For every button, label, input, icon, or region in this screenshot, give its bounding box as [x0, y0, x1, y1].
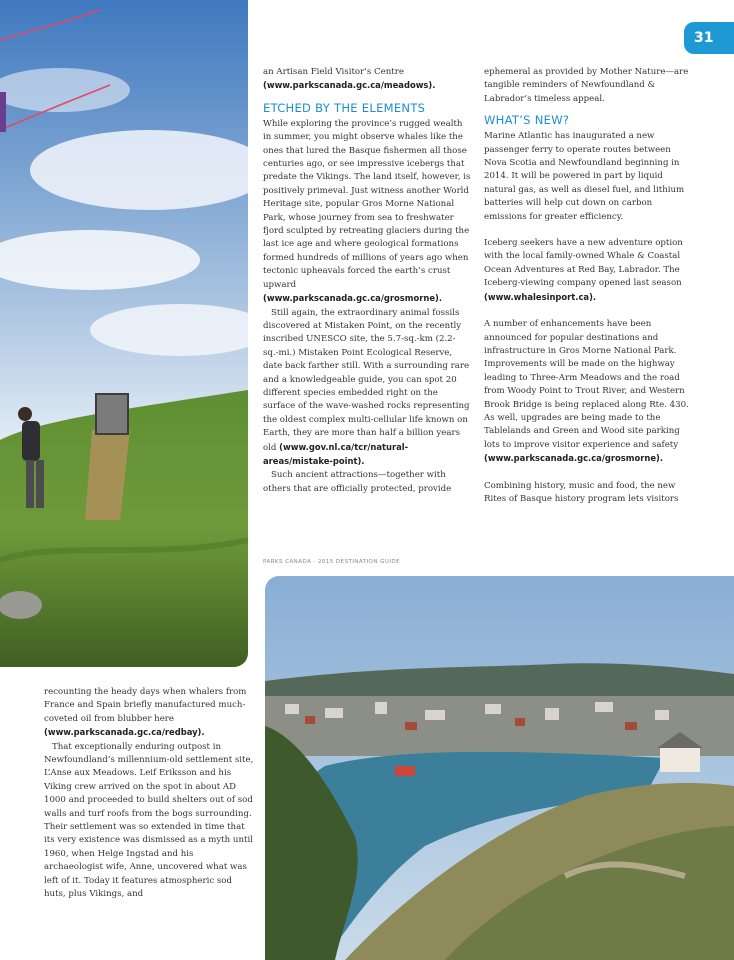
paragraph: Combining history, music and food, the new Rites of Basque history program lets visitors: [484, 480, 679, 504]
parks-link[interactable]: (www.parkscanada.gc.ca/meadows).: [263, 80, 436, 91]
photo-harbour-city: [265, 576, 734, 960]
paragraph: recounting the heady days when whalers from France and Spain briefly manufactured much-coveted oil from blubber here (www.parkscanada.gc.ca/redbay).: [44, 687, 247, 738]
photo-hikers-on-hill: [0, 0, 248, 667]
grosmorne-link[interactable]: (www.parkscanada.gc.ca/grosmorne).: [263, 293, 443, 304]
article-column-1: [263, 66, 471, 496]
paragraph: an Artisan Field Visitor’s Centre (www.parkscanada.gc.ca/meadows).: [263, 67, 436, 91]
whales-link[interactable]: (www.whalesinport.ca).: [484, 291, 597, 302]
paragraph: That exceptionally enduring outpost in Newfoundland’s millennium-old settlement site, L’Anse aux Meadows. Leif Eriksson and his Viking crew arrived on the spot in about AD 1000 and proceeded to build shelters out of sod walls and turf roofs from the bogs surrounding. Their settlement was so extended in time that its very existence was dismissed as a myth until 1960, when Helge Ingstad and his archaeologist wife, Anne, uncovered what was left of it. Today it features atmospheric sod huts, plus Vikings, and: [44, 741, 254, 900]
section-heading-etched: ETCHED BY THE ELEMENTS: [263, 100, 426, 115]
article-column-3: [44, 686, 254, 902]
paragraph: A number of enhancements have been announced for popular destinations and infrastructure in Gros Morne National Park. Improvements will be made on the highway leading to Three-Arm Meadows and the road from Woody Point to Trout River, and Western Brook Bridge is being replaced along Rte. 430. As well, upgrades are being made to the Tablelands and Green and Wood site parking lots to improve visitor experience and safety (www.parkscanada.gc.ca/grosmorne).: [484, 319, 689, 464]
paragraph: While exploring the province’s rugged wealth in summer, you might observe whales like the ones that lured the Basque fishermen all those centuries ago, or see impressive icebergs that predate the Vikings. The land itself, however, is positively primeval. Just witness another World Heritage site, popular Gros Morne National Park, whose journey from sea to freshwater fjord sculpted by retreating glaciers during the last ice age and where geological formations formed hundreds of millions of years ago when tectonic upheavals forced the earth’s crust upward (www.parkscanada.gc.ca/grosmorne).: [263, 118, 471, 304]
paragraph: ephemeral as provided by Mother Nature—are tangible reminders of Newfoundland & Labrador’s timeless appeal.: [484, 67, 689, 104]
mistaken-point-link[interactable]: (www.gov.nl.ca/tcr/natural-areas/mistake-point).: [263, 441, 409, 466]
section-heading-whats-new: WHAT’S NEW?: [484, 113, 570, 128]
paragraph: Marine Atlantic has inaugurated a new passenger ferry to operate routes between Nova Scotia and Newfoundland beginning in 2014. It will be powered in part by liquid natural gas, as well as diesel fuel, and lithium batteries will help cut down on carbon emissions for greater efficiency.: [484, 131, 685, 222]
paragraph: Such ancient attractions—together with others that are officially protected, provide: [263, 470, 452, 494]
article-column-2: [484, 66, 692, 506]
page-footer: PARKS CANADA · 2015 DESTINATION GUIDE: [263, 559, 401, 565]
page-number-tab: 31: [684, 22, 734, 54]
paragraph: Still again, the extraordinary animal fossils discovered at Mistaken Point, on the recently inscribed UNESCO site, the 5.7-sq.-km (2.2-sq.-mi.) Mistaken Point Ecological Reserve, date back farther still. With a surrounding rare and a knowledgeable guide, you can spot 20 different species embedded right on the surface of the wave-washed rocks representing the oldest complex multi-cellular life known on Earth, they are more than half a billion years old (www.gov.nl.ca/tcr/natural-areas/mistake-point).: [263, 307, 470, 466]
paragraph: Iceberg seekers have a new adventure option with the local family-owned Whale & Coastal Ocean Adventures at Red Bay, Labrador. The Iceberg-viewing company opened last season (www.whalesinport.ca).: [484, 238, 683, 302]
grosmorne-link-2[interactable]: (www.parkscanada.gc.ca/grosmorne).: [484, 453, 664, 464]
redbay-link[interactable]: (www.parkscanada.gc.ca/redbay).: [44, 727, 205, 738]
